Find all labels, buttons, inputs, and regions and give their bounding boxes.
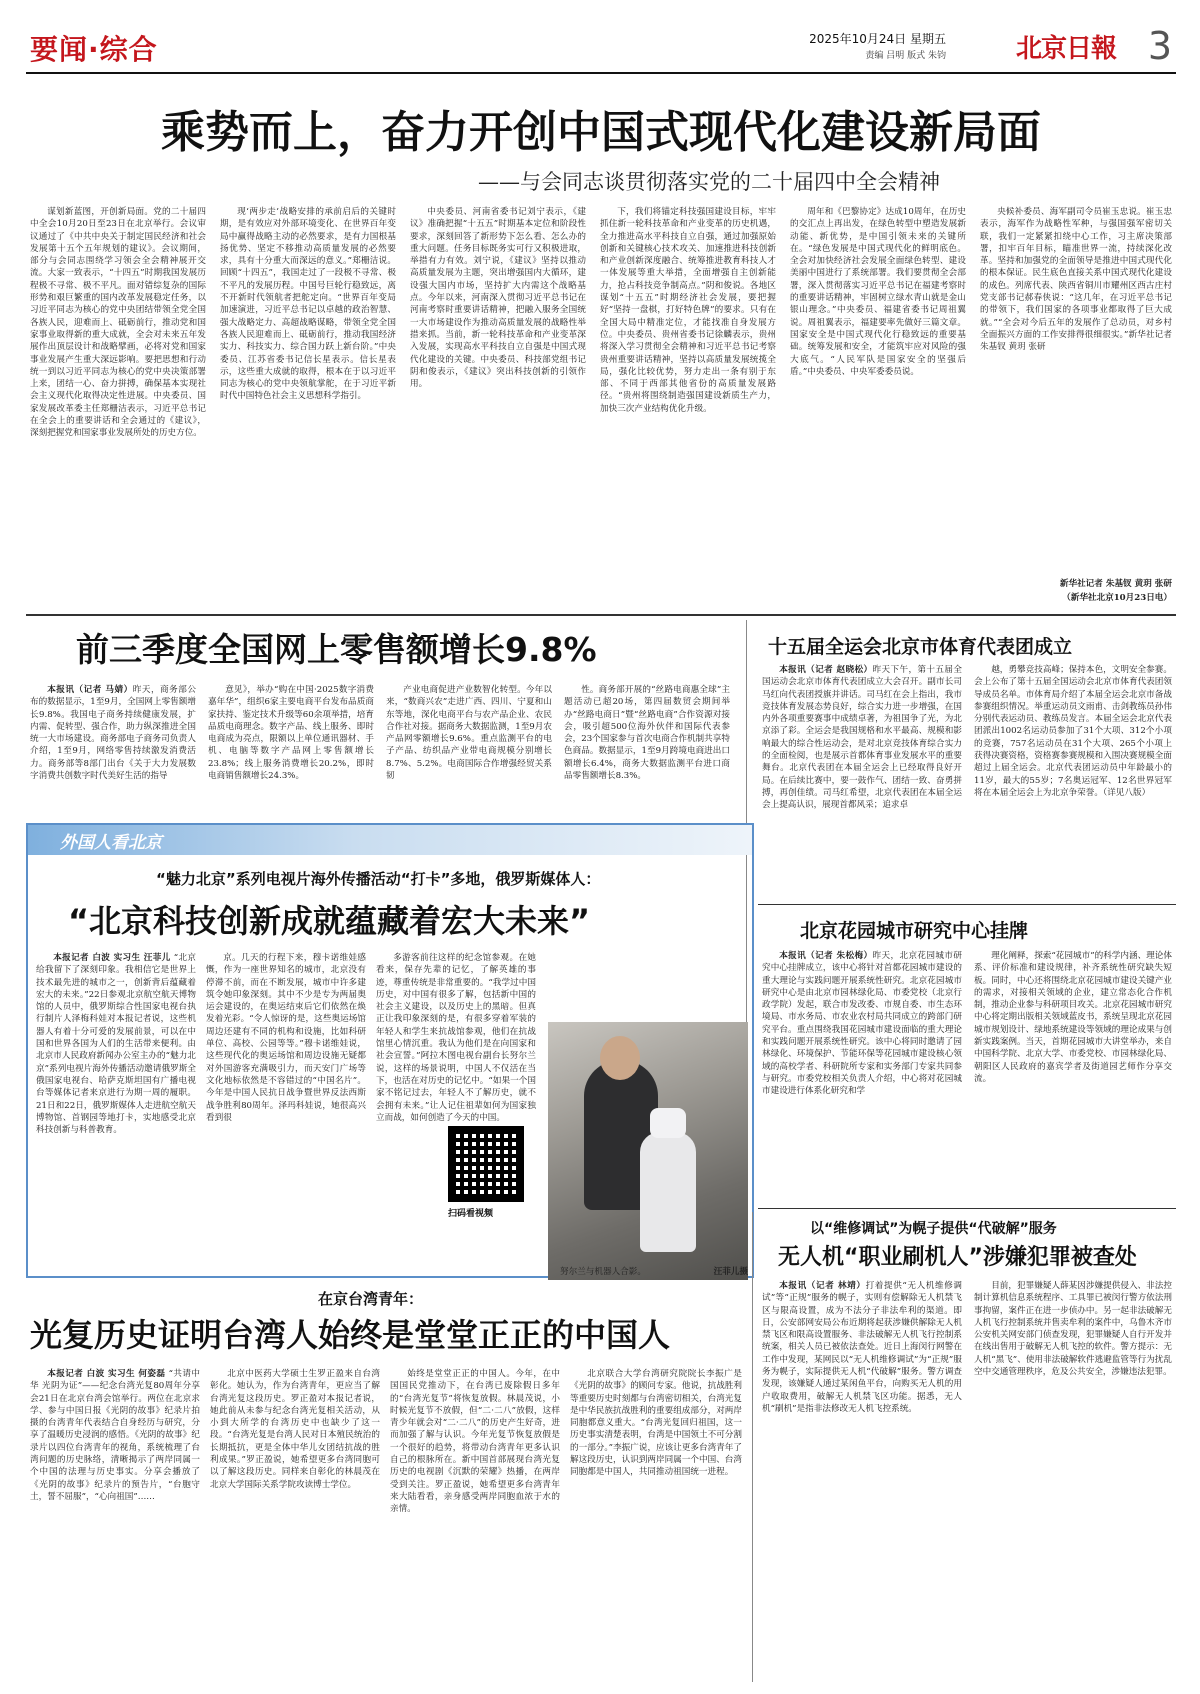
- section-name: 要闻·综合: [30, 33, 158, 66]
- foreign-byline: 本报记者 白波 实习生 汪菲儿: [53, 953, 171, 963]
- masthead-rule: [26, 72, 1176, 74]
- retail-headline: 前三季度全国网上零售额增长9.8%: [76, 630, 597, 669]
- taiwan-headline: 光复历史证明台湾人始终是堂堂正正的中国人: [30, 1316, 671, 1354]
- foreign-column-3: 多游客前往这样的纪念馆参观。在她看来，保存先辈的记忆，了解英雄的事迹，尊重传统是非常重要的。“我学过中国历史，对中国有很多了解，包括新中国的社会主义建设，以及历史上的黑暗。但真正让我印象深刻的是，有很多穿着军装的年轻人和学生来抗战馆参观，他们在抗战馆里心情沉重。我认为他们是在向国家和社会宣誓。”阿拉木图电视台副台长努尔兰说，这样的场景说明，中国人不仅活在当下，也活在对历史的记忆中。“如果一个国家不铭记过去，年轻人不了解历史，就不会拥有未来。”让人记住祖辈如何为国家独立而战，如何创造了今天的中国。: [376, 953, 536, 1122]
- drone-divider: [752, 1212, 753, 1682]
- garden-headline: 北京花园城市研究中心挂牌: [800, 920, 1029, 942]
- garden-bottom-rule: [758, 1208, 1176, 1209]
- sports-column-1: 本报讯（记者 赵晓松）昨天下午，第十五届全国运动会北京市体育代表团成立大会召开。副市长司马红向代表团授旗并讲话。司马红在会上指出，我市竞技体育发展态势良好，综合实力进一步增强，在国内外各项重要赛事中成绩卓著，为祖国争了光，为北京添了彩。全运会是我国规格和水平最高、规模和影响最大的综合性运动会，是对北京竞技体育综合实力的全面检阅，也是展示首都体育事业发展水平的重要舞台。北京代表团在本届全运会上已经取得良好开局。在后续比赛中，要一鼓作气、团结一致、奋勇拼搏，再创佳绩。司马红希望，北京代表团在本届全运会上提高认识，展现首都风采；追求卓: [762, 665, 962, 811]
- photo-robot: [640, 1132, 696, 1252]
- foreign-column-2: 京。几天的行程下来，穆卡诺维娃感慨，作为一座世界知名的城市，北京没有停滞不前，而在不断发展，城市中许多建筑令她印象深刻。其中不少是专为两届奥运会建设的，在奥运结束后它们依然在焕发着光彩。“令人惊讶的是，这些奥运场馆周边还建有不同的机构和设施，比如科研单位、高校、公园等等。”穆卡诺维娃说，这些现代化的奥运场馆和周边设施无疑都对外国游客充满吸引力，而天安门广场等文化地标依然是不容错过的“中国名片”。今年是中国人民抗日战争暨世界反法西斯战争胜利80周年。泽玛科娃说，她很高兴看到很: [206, 953, 366, 1123]
- photo-caption: 努尔兰与机器人合影。: [560, 1267, 646, 1277]
- newspaper-logo: 北京日報: [1015, 34, 1116, 64]
- drone-byline: 本报讯（记者 林靖）: [779, 1281, 866, 1291]
- lead-source: （新华社北京10月23日电）: [1062, 593, 1172, 603]
- lead-signature: 新华社记者 朱基钗 黄玥 张研: [1059, 579, 1172, 589]
- news-photo: [548, 1022, 748, 1280]
- taiwan-column-4: 北京联合大学台湾研究院院长李振广是《光阴的故事》的顾问专家。他说，抗战胜利等重要历史时刻都与台湾密切相关，台湾光复是中华民族抗战胜利的重要组成部分，对两岸同胞都意义重大。“台湾光复回归祖国，这一历史事实清楚表明，台湾是中国领土不可分割的一部分。”李振广说，应该让更多台湾青年了解这段历史，认识到两岸同属一个中国、台湾同胞都是中国人，共同推动祖国统一进程。: [570, 1369, 742, 1478]
- sports-byline: 本报讯（记者 赵晓松）: [779, 665, 873, 675]
- sports-bottom-rule: [758, 904, 1176, 905]
- drone-headline: 无人机“职业刷机人”涉嫌犯罪被查处: [778, 1245, 1137, 1270]
- lead-column-2: 现‘两步走’战略安排的承前启后的关键时期，是有效应对外部环境变化、在世界百年变局中赢得战略主动的必然要求，是有力国根基扬优势、坚定不移推动高质量发展的必然要求，具有十分重大而深远的意义。”郑栅洁说。回顾“十四五”，我国走过了一段极不寻常、极不平凡的发展历程。中国号巨轮行稳致远，离不开新时代领航者把舵定向。“世界百年变局加速演进，习近平总书记以卓越的政治智慧、强大战略定力、高超战略谋略，带领全党全国各族人民迎难而上、砥砺前行，推动我国经济实力、科技实力、综合国力跃上新台阶。”中央委员、江苏省委书记信长星表示。信长星表示，这些重大成就的取得，根本在于以习近平同志为核心的党中央领航掌舵，在于习近平新时代中国特色社会主义思想科学指引。: [220, 207, 396, 402]
- drone-kicker: 以“维修调试”为幌子提供“代破解”服务: [810, 1221, 1057, 1237]
- sports-column-2: 越，勇攀竞技高峰；保持本色，文明安全参赛。会上公布了第十五届全国运动会北京市体育代表团领导成员名单。市体育局介绍了本届全运会北京市备战参赛组织情况。举重运动员文雨甫、击剑教练员孙伟分别代表运动员、教练员发言。本届全运会北京代表团派出1002名运动员参加了31个大项、312个小项的竞赛，757名运动员在31个大项、265个小项上获得决赛资格，资格赛参赛规模和入围决赛规模全面超过上届全运会。北京代表团运动员中年龄最小的11岁，最大的55岁；7名奥运冠军、12名世界冠军将在本届全运会上为北京争荣誉。（详见八版）: [974, 665, 1172, 798]
- lead-column-6: 央候补委员、海军副司令员崔玉忠说。崔玉忠表示，海军作为战略性军种，与强国强军密切关联，我们一定紧紧扣绕中心工作，习主席决策部署，扣牢百年目标，瞄准世界一流，持续深化改革。坚持和加强党的全面领导是推进中国式现代化的根本保证。民生底色直接关系中国式现代化建设的成色。列席代表、陕西省铜川市耀州区西古庄村党支部书记郝春侠说：“这几年，在习近平总书记的带领下，我们国家的各项事业都取得了巨大成就。”“全会对今后五年的发展作了总动员，对乡村全面振兴方面的工作安排得很细很实。”新华社记者 朱基钗 黄玥 张研: [980, 207, 1172, 353]
- lead-column-5: 周年和《巴黎协定》达成10周年，在历史的交汇点上再出发，在绿色转型中塑造发展新动能、新优势，是中国引领未来的关键所在。“绿色发展是中国式现代化的鲜明底色。全会对加快经济社会发展全面绿色转型、建设美丽中国进行了系统部署。我们要贯彻全会部署，深入贯彻落实习近平总书记在福建考察时的重要讲话精神，牢固树立绿水青山就是金山银山理念。”中央委员、福建省委书记周祖翼说。周祖翼表示，福建要率先做好三篇文章。国家安全是中国式现代化行稳致远的重要基础。统筹发展和安全，才能筑牢应对风险的强大底气。“人民军队是国家安全的坚强后盾。”中央委员、中央军委委员说。: [790, 207, 966, 377]
- foreign-banner-label: 外国人看北京: [60, 833, 162, 853]
- taiwan-column-1: 本报记者 白波 实习生 何姿磊 “共请中华 光阴为证”——纪念台湾光复80周年分享会21日在北京台湾会馆举行。两位在北京求学、参与中国日报《光阴的故事》纪录片拍摄的台湾青年代表结合自身经历与研究，分享了温暖历史浸润的感悟。《光阴的故事》纪录片以四位台湾青年的视角，系统梳理了台湾问题的历史脉络，清晰揭示了两岸同属一个中国的法理与历史事实。分享会播放了《光阴的故事》纪录片的预告片，“台胞守土，誓不屈服”，“心向祖国”……: [30, 1369, 200, 1502]
- photo-person-head: [600, 1036, 640, 1080]
- lead-headline: 乘势而上，奋力开创中国式现代化建设新局面: [161, 107, 1041, 158]
- garden-byline: 本报讯（记者 朱松梅）: [779, 951, 873, 961]
- foreign-headline: “北京科技创新成就蕴藏着宏大未来”: [68, 902, 591, 940]
- drone-column-2: 目前，犯罪嫌疑人薛某因涉嫌提供侵入、非法控制计算机信息系统程序、工具罪已被闵行警方依法刑事拘留，案件正在进一步侦办中。另一起非法破解无人机飞行控制系统并售卖牟利的案件中，乌鲁木齐市公安机关网安部门侦查发现，犯罪嫌疑人自行开发并在线出售用于破解无人机飞控的软件。警方提示：无人机“黑飞”、使用非法破解软件逃避监管等行为扰乱空中交通管理秩序，危及公共安全，涉嫌违法犯罪。: [974, 1281, 1172, 1378]
- sports-headline: 十五届全运会北京市体育代表团成立: [768, 636, 1073, 658]
- retail-column-4: 性。商务部开展的“丝路电商惠全球”主题活动已超20场，第四届数贸会期间举办“丝路电商日”暨“丝路电商”合作资源对接会，吸引超500位海外伙伴和国际代表参会，23个国家参与首次电商合作机制共享特色商品。数据显示，1至9月跨境电商进出口额增长6.4%，商务大数据监测平台进口商品零售额增长8.3%。: [564, 685, 730, 782]
- foreign-column-1: 本报记者 白波 实习生 汪菲儿 “北京给我留下了深刻印象。我相信它是世界上技术最先进的城市之一，创新背后蕴藏着宏大的未来。”22日参观北京航空航天博物馆的人员中，俄罗斯综合性国家电视台执行制片人泽梅科娃对本报记者说，这些机器人有着十分可爱的发展前景，可以在中国和世界各国为人们的生活带来便利。由北京市人民政府新闻办公室主办的“魅力北京”系列电视片海外传播活动邀请俄罗斯全俄国家电视台、哈萨克斯坦国有广播电视台等媒体记者来京进行为期一周的履职。21日和22日，俄罗斯媒体人走进航空航天博物馆、首钢园等地打卡，实地感受北京科技创新与科普教育。: [36, 953, 196, 1136]
- photo-robot-head: [650, 1108, 686, 1138]
- retail-column-1: 本报讯（记者 马婧）昨天，商务部公布的数据显示，1至9月，全国网上零售额增长9.8%。我国电子商务持续健康发展，扩内需、促转型、强合作，助力纵深推进全国统一大市场建设。商务部电子商务司负责人介绍，1至9月，网络零售持续激发消费活力。商务部等8部门出台《关于大力发展数字消费共创数字时代美好生活的指导: [30, 685, 196, 782]
- video-qr-code[interactable]: [448, 1126, 524, 1202]
- editors-line: 责编 吕明 版式 朱钧: [865, 51, 946, 61]
- garden-column-2: 理化阐释，探索“花园城市”的科学内涵、理论体系、评价标准和建设规律，补齐系统性研究缺失短板。同时，中心还将围绕北京花园城市建设关键产业的需求，对接相关领域的企业，建立常态化合作机制，推动企业参与科研项目攻关。北京花园城市研究中心将定期出版相关领域蓝皮书，系统呈现北京花园城市规划设计、绿地系统建设等领域的理论成果与创新实践案例。当天，首期花园城市大讲堂举办，来自中国科学院、北京大学、市委党校、市园林绿化局、朝阳区人民政府的嘉宾学者及街道园艺师作分享交流。: [974, 951, 1172, 1084]
- issue-date: 2025年10月24日 星期五: [809, 32, 946, 46]
- lead-bottom-rule: [26, 614, 1176, 616]
- retail-column-2: 意见》，举办“购在中国·2025数字消费嘉年华”，组织6家主要电商平台发布品质商家扶持、鉴定技术升级等60余项举措，培育品质电商理念。数字产品、线上服务、即时电商成为亮点，限额以上单位通讯器材、手机、电脑等数字产品网上零售额增长23.8%；线上服务消费增长20.2%，即时电商销售额增长24.3%。: [208, 685, 374, 782]
- retail-byline: 本报讯（记者 马婧）: [47, 685, 133, 695]
- taiwan-column-3: 始终是堂堂正正的中国人。今年，在中国国民党推动下，在台湾已废除假日多年的“台湾光复节”将恢复放假。林晨茂说，小时候光复节不放假，但“二·二八”放假，这样青少年就会对“二·二八”的历史产生好奇，进而加强了解与认识。今年光复节恢复放假是一个很好的趋势，将带动台湾青年更多认识自己的根脉所在。新中国首部展现台湾光复历史的电视剧《沉默的荣耀》热播，在两岸受到关注。罗正盈说，她希望更多台湾青年来大陆看看，亲身感受两岸同胞血浓于水的亲情。: [390, 1369, 560, 1515]
- taiwan-column-2: 北京中医药大学硕士生罗正盈来自台湾彰化。她认为，作为台湾青年，更应当了解台湾光复这段历史。罗正盈对本报记者说，她此前从未参与纪念台湾光复相关活动，从小到大所学的台湾历史中也缺少了这一段。“台湾光复是台湾人民对日本殖民统治的长期抵抗，更是全体中华儿女团结抗战的胜利成果。”罗正盈说，她希望更多台湾同胞可以了解这段历史。同样来自彰化的林晨茂在北京大学国际关系学院攻读博士学位。: [210, 1369, 380, 1490]
- taiwan-kicker: 在京台湾青年：: [318, 1290, 424, 1308]
- foreign-kicker: “魅力北京”系列电视片海外传播活动“打卡”多地，俄罗斯媒体人：: [156, 870, 601, 888]
- qr-label: 扫码看视频: [448, 1209, 494, 1219]
- page-number: 3: [1147, 24, 1172, 68]
- taiwan-byline: 本报记者 白波 实习生 何姿磊: [47, 1369, 166, 1379]
- lead-column-3: 中央委员、河南省委书记刘宁表示，《建议》准确把握“十五五”时期基本定位和阶段性要求，深刻回答了新形势下怎么看、怎么办的重大问题。任务目标既务实可行又积极进取，举措有力有效。刘宁说，《建议》坚持以推动高质量发展为主题，突出增强国内大循环，建设强大国内市场，坚持扩大内需这个战略基点。今年以来，河南深入贯彻习近平总书记在河南考察时重要讲话精神，把融入服务全国统一大市场建设作为推动高质量发展的战略性举措来抓。当前，新一轮科技革命和产业变革深入发展，实现高水平科技自立自强是中国式现代化建设的关键。中央委员、科技部党组书记阴和俊表示，《建议》突出科技创新的引领作用。: [410, 207, 586, 390]
- garden-column-1: 本报讯（记者 朱松梅）昨天，北京花园城市研究中心挂牌成立，该中心将针对首都花园城市建设的重大理论与实践问题开展系统性研究。北京花园城市研究中心是由北京市园林绿化局、市委党校（北京行政学院）发起，联合市发改委、市规自委、市生态环境局、市水务局、市农业农村局共同成立的跨部门研究平台。重点围绕我国花园城市建设面临的重大理论和实践问题开展系统性研究。该中心将同时邀请了园林绿化、环境保护、节能环保等花园城市建设核心领域的高校学者、科研院所专家和实务部门专家共同参与研究。市委党校相关负责人介绍，中心将对花园城市建设进行体系化研究和学: [762, 951, 962, 1097]
- photo-credit: 汪菲儿摄: [713, 1267, 748, 1277]
- lead-column-4: 下，我们将锚定科技强国建设目标，牢牢抓住新一轮科技革命和产业变革的历史机遇，全力推进高水平科技自立自强，通过加强原始创新和关键核心技术攻关、加速推进科技创新和产业创新深度融合、统筹推进教育科技人才一体发展等重大举措，全面增强自主创新能力，抢占科技竞争制高点。”阴和俊说。各地区谋划“十五五”时期经济社会发展，要把握好“坚持一盘棋，打好特色牌”的要求。只有在全国大局中精准定位，才能找准自身发展方位。中央委员、贵州省委书记徐麟表示，贵州将深入学习贯彻全会精神和习近平总书记考察贵州重要讲话精神，坚持以高质量发展统揽全局，强化比较优势，努力走出一条有别于东部、不同于西部其他省份的高质量发展路径。“贵州将围绕制造强国建设新质生产力，加快三次产业结构优化升级。: [600, 207, 776, 414]
- masthead: [26, 24, 1176, 72]
- lead-column-1: 谋划新蓝图，开创新局面。党的二十届四中全会10月20日至23日在北京举行。会议审议通过了《中共中央关于制定国民经济和社会发展第十五个五年规划的建议》。会议期间，部分与会同志围绕学习领会全会精神展开交流。大家一致表示，“十四五”时期我国发展历程极不寻常、极不平凡。面对错综复杂的国际形势和艰巨繁重的国内改革发展稳定任务，以习近平同志为核心的党中央团结带领全党全国各族人民，迎难而上、砥砺前行，推动党和国家事业取得新的重大成就，全会对未来五年发展作出顶层设计和战略擘画，必将对党和国家事业发展产生重大深远影响。要把思想和行动统一到以习近平同志为核心的党中央决策部署上来，团结一心、奋力拼搏，确保基本实现社会主义现代化取得决定性进展。中央委员、国家发展改革委主任郑栅洁表示，习近平总书记在全会上的重要讲话和全会通过的《建议》，深刻把握党和国家事业发展所处的历史方位。: [30, 207, 206, 439]
- drone-column-1: 本报讯（记者 林靖）打着提供“无人机维修调试”等“正规”服务的幌子，实则有偿解除无人机禁飞区与限高设置，成为不法分子非法牟利的渠道。即日，公安部网安局公布近期将起获涉嫌供解除无人机禁飞区和限高设置服务、非法破解无人机飞行控制系统案，相关人员已被依法查处。近日上海闵行网警在工作中发现，某网民以“无人机维修调试”为“正规”服务为幌子，实际提供无人机“代破解”服务。警方调查发现，该嫌疑人通过某闲鱼平台，向购买无人机的用户收取费用，破解无人机禁飞区功能。据悉，无人机“刷机”是指非法修改无人机飞控系统。: [762, 1281, 962, 1414]
- lead-subheadline: ——与会同志谈贯彻落实党的二十届四中全会精神: [478, 170, 940, 194]
- retail-column-3: 产业电商促进产业数智化转型。今年以来，“数商兴农”走进广西、四川、宁夏和山东等地，深化电商平台与农产品企业、农民合作社对接。据商务大数据监测，1至9月农产品网零额增长9.6%。重点监测平台的电子产品、纺织品产业带电商规模分别增长8.7%、5.2%。电商国际合作增强经贸关系韧: [386, 685, 552, 782]
